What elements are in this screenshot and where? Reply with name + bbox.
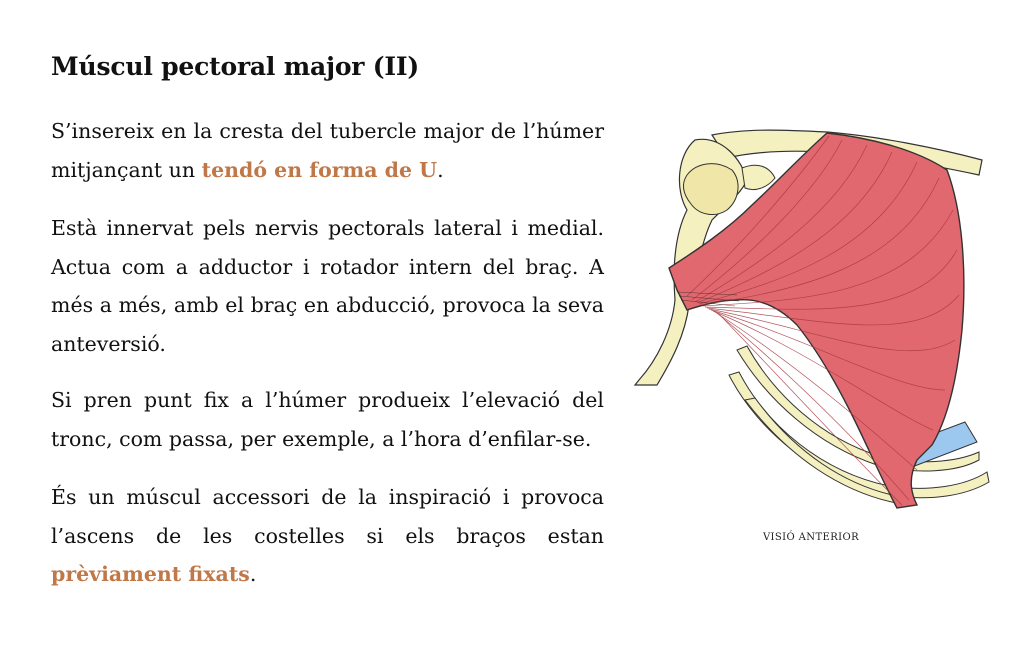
paragraph-text-end: . [249, 562, 257, 586]
figure-caption: VISIÓ ANTERIOR [762, 532, 860, 543]
page-title: Múscul pectoral major (II) [51, 52, 420, 81]
paragraph-text: S’insereix en la cresta del tubercle major de l’húmer mitjançant un [51, 119, 604, 182]
pectoralis-major-illustration [617, 100, 1005, 525]
paragraph-innervation: Està innervat pels nervis pectorals lateral i medial. Actua com a adductor i rotador intern del braç. A més a més, amb el braç en abducció, provoca la seva anteversió. [51, 216, 604, 356]
paragraph-fixed-point: Si pren punt fix a l’húmer produeix l’elevació del tronc, com passa, per exemple, a l’hora d’enfilar-se. [51, 388, 604, 451]
paragraph-text-end: . [437, 157, 444, 182]
anatomy-figure [617, 100, 1005, 548]
paragraph-insertion [51, 112, 604, 189]
coracoid-process [742, 165, 775, 189]
link-previament-fixats[interactable]: prèviament fixats [51, 562, 250, 586]
link-tendo-en-forma-de-u[interactable]: tendó en forma de U [201, 157, 438, 182]
paragraph-inspiration [51, 478, 604, 594]
text-column [51, 112, 604, 621]
paragraph-text: És un múscul accessori de la inspiració i provoca l’ascens de les costelles si els braços estan [51, 485, 604, 548]
